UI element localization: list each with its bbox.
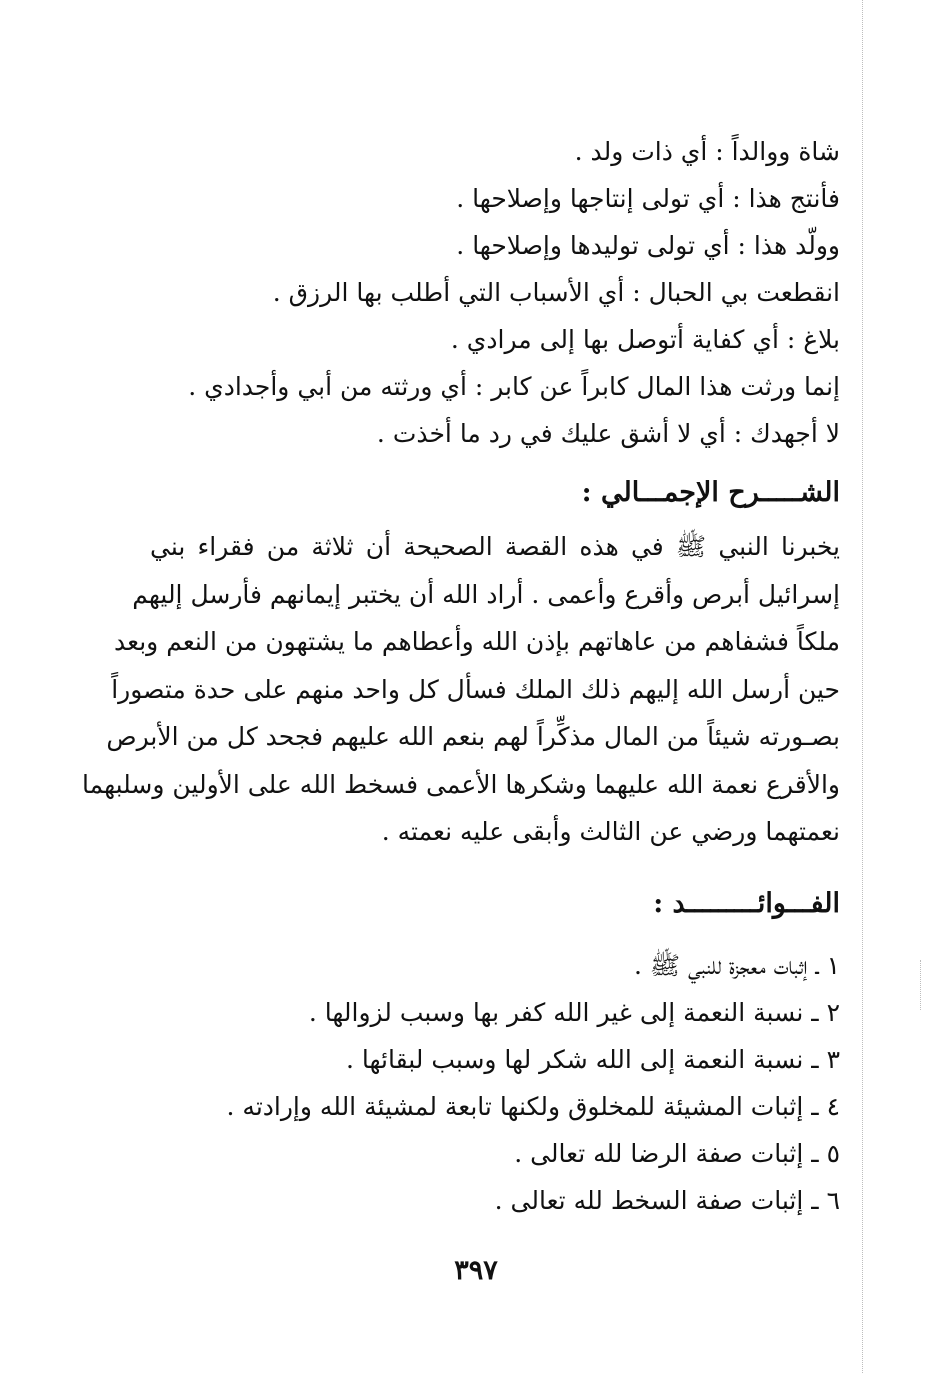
summary-line: إسرائيل أبرص وأقرع وأعمى . أراد الله أن يختبر إيمانهم فأرسل إليهم <box>132 579 840 609</box>
benefit-item: ٢ ـ نسبة النعمة إلى غير الله كفر بها وسبب لزوالها . <box>308 997 840 1027</box>
summary-line: نعمتهما ورضي عن الثالث وأبقى عليه نعمته . <box>381 817 840 846</box>
page-content <box>82 128 840 1224</box>
benefit-item: ١ ـ إثبات معجزة للنبي ﷺ . <box>633 950 840 980</box>
vocabulary-item: شاة ووالداً : أي ذات ولد . <box>574 137 840 166</box>
vocabulary-item: فأنتج هذا : أي تولى إنتاجها وإصلاحها . <box>456 184 840 213</box>
vocabulary-item: إنما ورثت هذا المال كابراً عن كابر : أي ورثته من أبي وأجدادي . <box>188 372 840 401</box>
vocabulary-item: بلاغ : أي كفاية أتوصل بها إلى مرادي . <box>450 325 840 354</box>
summary-line: حين أرسل الله إليهم ذلك الملك فسأل كل واحد منهم على حدة متصوراً <box>111 674 840 704</box>
benefit-item: ٤ ـ إثبات المشيئة للمخلوق ولكنها تابعة لمشيئة الله وإرادته . <box>226 1091 840 1121</box>
benefit-item: ٦ ـ إثبات صفة السخط لله تعالى . <box>494 1185 840 1215</box>
page-edge-line <box>862 0 863 1373</box>
summary-line: والأقرع نعمة الله عليهما وشكرها الأعمى فسخط الله على الأولين وسلبهما <box>82 769 840 799</box>
vocabulary-item: انقطعت بي الحبال : أي الأسباب التي أطلب بها الرزق . <box>272 278 840 307</box>
vocabulary-item: وولّد هذا : أي تولى توليدها وإصلاحها . <box>456 231 840 260</box>
summary-line: بصـورته شيئاً من المال مذكِّراً لهم بنعم الله عليهم فجحد كل من الأبرص <box>106 722 840 751</box>
page-number: ٣٩٧ <box>454 1255 498 1286</box>
summary-line: ملكاً فشفاهم من عاهاتهم بإذن الله وأعطاهم ما يشتهون من النعم وبعد <box>114 627 840 656</box>
vocabulary-list <box>150 128 840 457</box>
vocabulary-item: لا أجهدك : أي لا أشق عليك في رد ما أخذت . <box>376 419 840 448</box>
benefit-item: ٣ ـ نسبة النعمة إلى الله شكر لها وسبب لبقائها . <box>346 1044 840 1074</box>
summary-paragraph <box>82 523 840 856</box>
page-edge-mark <box>920 960 921 1010</box>
benefit-item: ٥ ـ إثبات صفة الرضا لله تعالى . <box>514 1138 840 1168</box>
summary-line: يخبرنا النبي ﷺ في هذه القصة الصحيحة أن ثلاثة من فقراء بني <box>150 532 840 561</box>
benefits-list <box>150 942 840 1224</box>
benefits-heading: الفـــوائـــــــــد : <box>653 887 840 919</box>
summary-heading: الشـــــرح الإجمـــالي : <box>581 477 840 508</box>
